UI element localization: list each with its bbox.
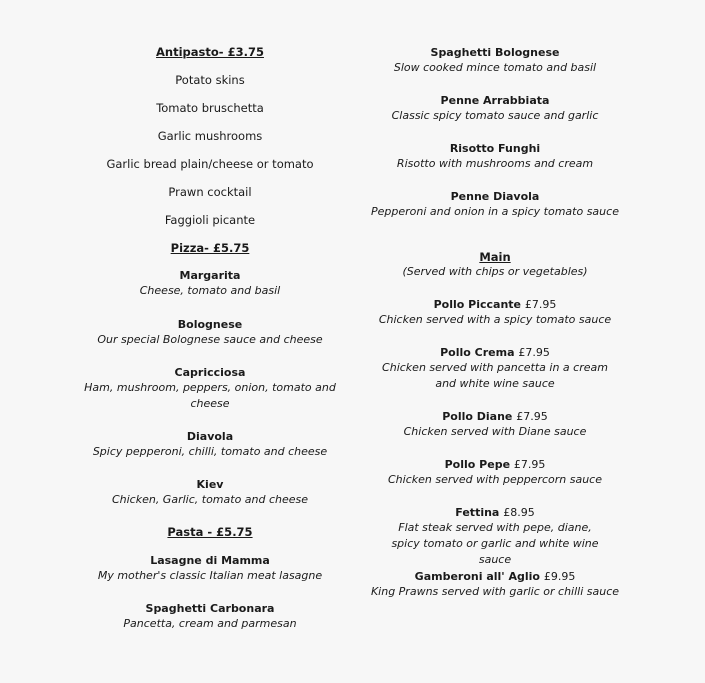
dish-name: Penne Diavola [450,190,540,203]
antipasto-item: Tomato bruschetta [156,101,264,115]
dish-name: Risotto Funghi [449,142,541,155]
antipasto-item: Garlic mushrooms [157,129,263,143]
dish-name-line [345,457,645,472]
dish-name: Diavola [186,430,234,443]
dish-name: Spaghetti Carbonara [145,602,275,615]
dish-description: Cheese, tomato and basil [139,284,281,297]
main-dish [345,457,645,488]
dish-description: Pancetta, cream and parmesan [123,617,297,630]
antipasto-item: Potato skins [175,73,245,87]
dish-description: Our special Bolognese sauce and cheese [97,333,323,346]
dish-name: Gamberoni all' Aglio [414,570,540,583]
dish-description: Flat steak served with pepe, diane, spicy tomato or garlic and white wine sauce [391,521,599,566]
dish-name: Capricciosa [174,366,246,379]
pizza-dish [60,317,360,348]
dish-description: Slow cooked mince tomato and basil [393,61,597,74]
dish-name: Pollo Diane [442,410,513,423]
antipasto-item: Prawn cocktail [168,185,252,199]
main-dish [345,297,645,328]
main-heading: Main [479,250,511,264]
pasta-dish [345,141,645,172]
dish-name: Penne Arrabbiata [440,94,550,107]
dish-name-line [345,345,645,360]
main-dish [345,345,645,392]
dish-description: Ham, mushroom, peppers, onion, tomato and cheese [84,381,336,410]
dish-description: My mother's classic Italian meat lasagne [97,569,323,582]
dish-description: Chicken served with a spicy tomato sauce [378,313,612,326]
dish-description: Chicken served with peppercorn sauce [387,473,602,486]
dish-description: Chicken served with pancetta in a cream and white wine sauce [382,361,608,390]
dish-name-line [345,505,645,520]
dish-price: £7.95 [518,346,550,359]
antipasto-item: Garlic bread plain/cheese or tomato [106,157,314,171]
dish-name: Pollo Piccante [433,298,522,311]
dish-name: Pollo Crema [440,346,515,359]
dish-name: Fettina [455,506,500,519]
antipasto-heading: Antipasto- £3.75 [156,45,264,59]
main-note: (Served with chips or vegetables) [402,265,588,278]
pizza-heading: Pizza- £5.75 [170,241,250,255]
dish-description: Classic spicy tomato sauce and garlic [391,109,599,122]
dish-description: Chicken served with Diane sauce [403,425,587,438]
dish-description: Pepperoni and onion in a spicy tomato sauce [371,205,619,218]
dish-description: Spicy pepperoni, chilli, tomato and cheese [92,445,328,458]
dish-name: Kiev [196,478,224,491]
dish-name: Spaghetti Bolognese [430,46,560,59]
dish-name-line [345,409,645,424]
main-dish [345,569,645,600]
pizza-dish [60,268,360,299]
pasta-dish [345,189,645,220]
dish-price: £7.95 [516,410,548,423]
antipasto-item: Faggioli picante [164,213,256,227]
pizza-dish [60,365,360,412]
main-dish [345,505,645,568]
dish-name: Margarita [179,269,241,282]
pasta-dish [345,93,645,124]
dish-name-line [345,569,645,584]
pizza-dish [60,429,360,460]
dish-name: Pollo Pepe [444,458,511,471]
dish-price: £7.95 [513,458,546,471]
pasta-dish [345,45,645,76]
pizza-dish [60,477,360,508]
dish-price: £8.95 [503,506,535,519]
pasta-heading: Pasta - £5.75 [167,525,253,539]
dish-description: Risotto with mushrooms and cream [396,157,594,170]
dish-description: King Prawns served with garlic or chilli sauce [370,585,620,598]
dish-price: £9.95 [543,570,576,583]
pasta-dish [60,601,360,632]
dish-description: Chicken, Garlic, tomato and cheese [111,493,309,506]
dish-name-line [345,297,645,312]
dish-price: £7.95 [524,298,557,311]
main-dish [345,409,645,440]
dish-name: Bolognese [177,318,243,331]
pasta-dish [60,553,360,584]
dish-name: Lasagne di Mamma [150,554,270,567]
